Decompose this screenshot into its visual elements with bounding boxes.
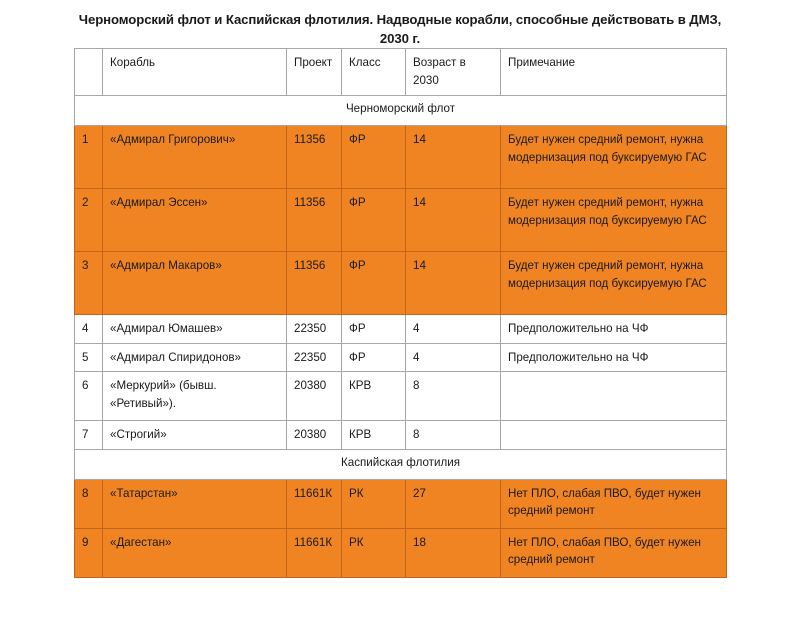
table-row [75,126,727,189]
cell-class: ФР [342,126,406,189]
cell-class: ФР [342,189,406,252]
cell-num: 3 [75,252,103,315]
column-header-num [75,49,103,96]
table-row [75,528,727,577]
cell-age: 18 [406,528,501,577]
cell-note: Будет нужен средний ремонт, нужна модернизация под буксируемую ГАС [501,189,727,252]
cell-proj: 11356 [287,252,342,315]
cell-proj: 11661К [287,479,342,528]
cell-class: КРВ [342,421,406,450]
cell-age: 14 [406,126,501,189]
cell-class: РК [342,528,406,577]
cell-age: 27 [406,479,501,528]
column-header-ship: Корабль [103,49,287,96]
cell-note: Предположительно на ЧФ [501,315,727,344]
column-header-note: Примечание [501,49,727,96]
column-header-class: Класс [342,49,406,96]
cell-note: Нет ПЛО, слабая ПВО, будет нужен средний ремонт [501,479,727,528]
cell-proj: 11661К [287,528,342,577]
section-header-row [75,96,727,126]
cell-age: 4 [406,315,501,344]
cell-proj: 22350 [287,343,342,372]
cell-num: 7 [75,421,103,450]
cell-class: ФР [342,343,406,372]
cell-ship: «Адмирал Макаров» [103,252,287,315]
cell-class: ФР [342,252,406,315]
cell-ship: «Строгий» [103,421,287,450]
cell-age: 8 [406,421,501,450]
cell-ship: «Адмирал Григорович» [103,126,287,189]
table-row [75,421,727,450]
cell-num: 6 [75,372,103,421]
table-row [75,252,727,315]
cell-age: 14 [406,252,501,315]
cell-ship: «Меркурий» (бывш. «Ретивый»). [103,372,287,421]
table-row [75,343,727,372]
cell-note [501,372,727,421]
cell-num: 8 [75,479,103,528]
cell-ship: «Дагестан» [103,528,287,577]
fleet-table [74,48,727,578]
table-header-row [75,49,727,96]
cell-note: Будет нужен средний ремонт, нужна модернизация под буксируемую ГАС [501,126,727,189]
cell-ship: «Адмирал Эссен» [103,189,287,252]
cell-ship: «Адмирал Юмашев» [103,315,287,344]
section-title-black-sea-fleet: Черноморский флот [75,96,727,126]
cell-proj: 11356 [287,189,342,252]
cell-proj: 11356 [287,126,342,189]
cell-note: Нет ПЛО, слабая ПВО, будет нужен средний ремонт [501,528,727,577]
fleet-table-body [75,49,727,578]
section-header-row [75,449,727,479]
cell-num: 2 [75,189,103,252]
cell-class: КРВ [342,372,406,421]
cell-note: Предположительно на ЧФ [501,343,727,372]
table-row [75,372,727,421]
cell-age: 8 [406,372,501,421]
cell-age: 4 [406,343,501,372]
column-header-proj: Проект [287,49,342,96]
section-title-caspian-flotilla: Каспийская флотилия [75,449,727,479]
table-row [75,189,727,252]
cell-note [501,421,727,450]
cell-class: ФР [342,315,406,344]
cell-num: 5 [75,343,103,372]
page-title: Черноморский флот и Каспийская флотилия. Надводные корабли, способные действовать в ДМЗ, 2030 г. [78,12,722,46]
column-header-age: Возраст в 2030 [406,49,501,96]
cell-num: 4 [75,315,103,344]
fleet-table-container [74,48,726,578]
cell-age: 14 [406,189,501,252]
cell-num: 1 [75,126,103,189]
cell-note: Будет нужен средний ремонт, нужна модернизация под буксируемую ГАС [501,252,727,315]
cell-proj: 20380 [287,372,342,421]
cell-proj: 20380 [287,421,342,450]
cell-proj: 22350 [287,315,342,344]
cell-ship: «Татарстан» [103,479,287,528]
table-row [75,479,727,528]
cell-num: 9 [75,528,103,577]
cell-class: РК [342,479,406,528]
cell-ship: «Адмирал Спиридонов» [103,343,287,372]
table-row [75,315,727,344]
